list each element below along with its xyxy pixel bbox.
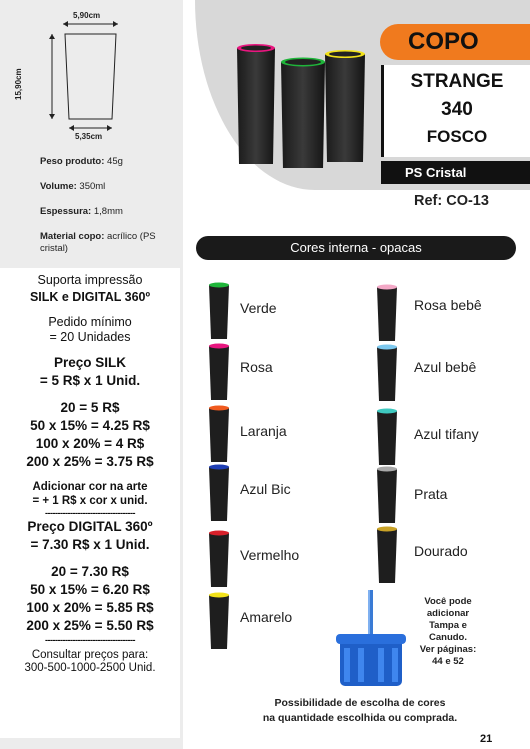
spec-label: Peso produto:	[40, 156, 105, 167]
spec-thickness	[40, 206, 180, 218]
arrow-head-icon	[49, 34, 55, 39]
footnote-line-1: Possibilidade de escolha de cores	[274, 697, 446, 709]
color-name: Rosa bebê	[414, 297, 482, 313]
spec-label: Espessura:	[40, 206, 92, 217]
note-line: adicionar	[426, 608, 470, 619]
cup-green	[281, 58, 325, 169]
cup-swatch-icon	[375, 466, 399, 524]
product-reference: Ref: CO-13	[414, 193, 489, 209]
arrow-head-icon	[107, 125, 112, 131]
height-label: 15,90cm	[14, 68, 23, 100]
digital-price-base: = 7.30 R$ x 1 Unid.	[30, 537, 150, 552]
cup-swatch-icon	[207, 343, 231, 401]
spec-volume	[40, 181, 180, 193]
top-width-label: 5,90cm	[73, 11, 101, 20]
spec-value: 350ml	[76, 181, 106, 192]
spec-material	[40, 231, 180, 255]
note-line: Você pode	[424, 596, 472, 607]
arrow-head-icon	[113, 21, 118, 27]
arrow-head-icon	[69, 125, 74, 131]
footnote-line-2: na quantidade escolhida ou comprada.	[262, 712, 458, 724]
divider: ------------------------------------	[45, 508, 135, 518]
color-option-azul-tifany	[375, 408, 479, 468]
color-option-amarelo	[207, 592, 293, 652]
color-name: Amarelo	[240, 609, 293, 625]
product-name-line-2: 340	[441, 99, 473, 120]
technical-drawing	[10, 8, 170, 148]
digital-price-tier: 20 = 7.30 R$	[51, 564, 129, 579]
add-color-line-1: Adicionar cor na arte	[32, 481, 148, 493]
cup-swatch-icon	[207, 592, 231, 650]
color-name: Azul bebê	[414, 359, 477, 375]
cup-swatch-icon	[375, 408, 399, 466]
support-line-1: Suporta impressão	[37, 273, 143, 287]
silk-price-tier: 100 x 20% = 4 R$	[35, 436, 145, 451]
color-name: Rosa	[240, 359, 273, 375]
product-name-line-1: STRANGE	[410, 71, 504, 92]
lid-and-straw-image	[330, 590, 408, 688]
color-option-dourado	[375, 526, 468, 586]
product-name-line-3: FOSCO	[426, 127, 488, 146]
spec-value: acrílico (PS cristal)	[40, 231, 156, 254]
minimum-order-line-2: = 20 Unidades	[49, 330, 131, 344]
material-banner: PS Cristal	[381, 161, 530, 184]
color-name: Prata	[414, 486, 448, 502]
cup-swatch-icon	[207, 282, 231, 340]
spec-label: Volume:	[40, 181, 77, 192]
silk-price-base: = 5 R$ x 1 Unid.	[39, 373, 141, 388]
cup-swatch-icon	[375, 344, 399, 402]
arrow-head-icon	[49, 114, 55, 119]
color-option-azul-bic	[207, 464, 291, 524]
consult-line-1: Consultar preços para:	[31, 649, 149, 661]
cup-pink	[237, 44, 275, 164]
silk-price-tier: 200 x 25% = 3.75 R$	[26, 454, 154, 469]
cup-swatch-icon	[375, 284, 399, 342]
colors-section-title: Cores interna - opacas	[196, 236, 516, 260]
category-banner: COPO	[380, 24, 530, 60]
consult-line-2: 300-500-1000-2500 Unid.	[24, 662, 156, 674]
product-name-box	[381, 65, 530, 157]
digital-price-tier: 50 x 15% = 6.20 R$	[30, 582, 150, 597]
spec-value: 45g	[104, 156, 123, 167]
lid-straw-note	[408, 596, 488, 668]
note-line: 44 e 52	[432, 656, 464, 667]
color-option-vermelho	[207, 530, 300, 590]
product-hero-image	[225, 38, 375, 168]
digital-price-tier: 100 x 20% = 5.85 R$	[26, 600, 154, 615]
color-option-verde	[207, 282, 277, 342]
spec-label: Material copo:	[40, 231, 105, 242]
cup-swatch-icon	[207, 530, 231, 588]
cup-swatch-icon	[207, 464, 231, 522]
add-color-line-2: = + 1 R$ x cor x unid.	[32, 495, 148, 507]
digital-price-tier: 200 x 25% = 5.50 R$	[26, 618, 154, 633]
cup-outline	[65, 34, 116, 119]
pricing-info	[0, 273, 180, 675]
cup-swatch-icon	[375, 526, 399, 584]
cup-yellow	[325, 50, 365, 162]
spec-weight	[40, 156, 180, 168]
color-name: Dourado	[414, 543, 468, 559]
color-name: Azul Bic	[240, 481, 291, 497]
color-option-laranja	[207, 405, 287, 465]
silk-price-title: Preço SILK	[53, 355, 127, 370]
bottom-width-label: 5,35cm	[75, 132, 103, 141]
arrow-head-icon	[63, 21, 68, 27]
spec-value: 1,8mm	[91, 206, 123, 217]
divider: ------------------------------------	[45, 635, 135, 645]
note-line: Ver páginas:	[419, 644, 477, 655]
specs-list	[40, 156, 180, 268]
page-number: 21	[480, 733, 493, 745]
silk-price-tier: 20 = 5 R$	[60, 400, 120, 415]
minimum-order-line-1: Pedido mínimo	[48, 315, 132, 329]
color-name: Azul tifany	[414, 426, 479, 442]
cup-outline-drawing	[10, 8, 170, 148]
color-option-prata	[375, 466, 448, 526]
silk-price-tier: 50 x 15% = 4.25 R$	[30, 418, 150, 433]
cup-swatch-icon	[207, 405, 231, 463]
support-line-2: SILK e DIGITAL 360º	[29, 290, 151, 304]
color-option-rosa	[207, 343, 273, 403]
color-name: Vermelho	[240, 547, 300, 563]
note-line: Canudo.	[429, 632, 467, 643]
note-line: Tampa e	[429, 620, 467, 631]
color-option-rosa-bebe	[375, 284, 482, 344]
digital-price-title: Preço DIGITAL 360º	[27, 519, 153, 534]
color-choice-footnote	[210, 696, 510, 726]
color-option-azul-bebe	[375, 344, 477, 404]
color-name: Verde	[240, 300, 277, 316]
color-name: Laranja	[240, 423, 287, 439]
